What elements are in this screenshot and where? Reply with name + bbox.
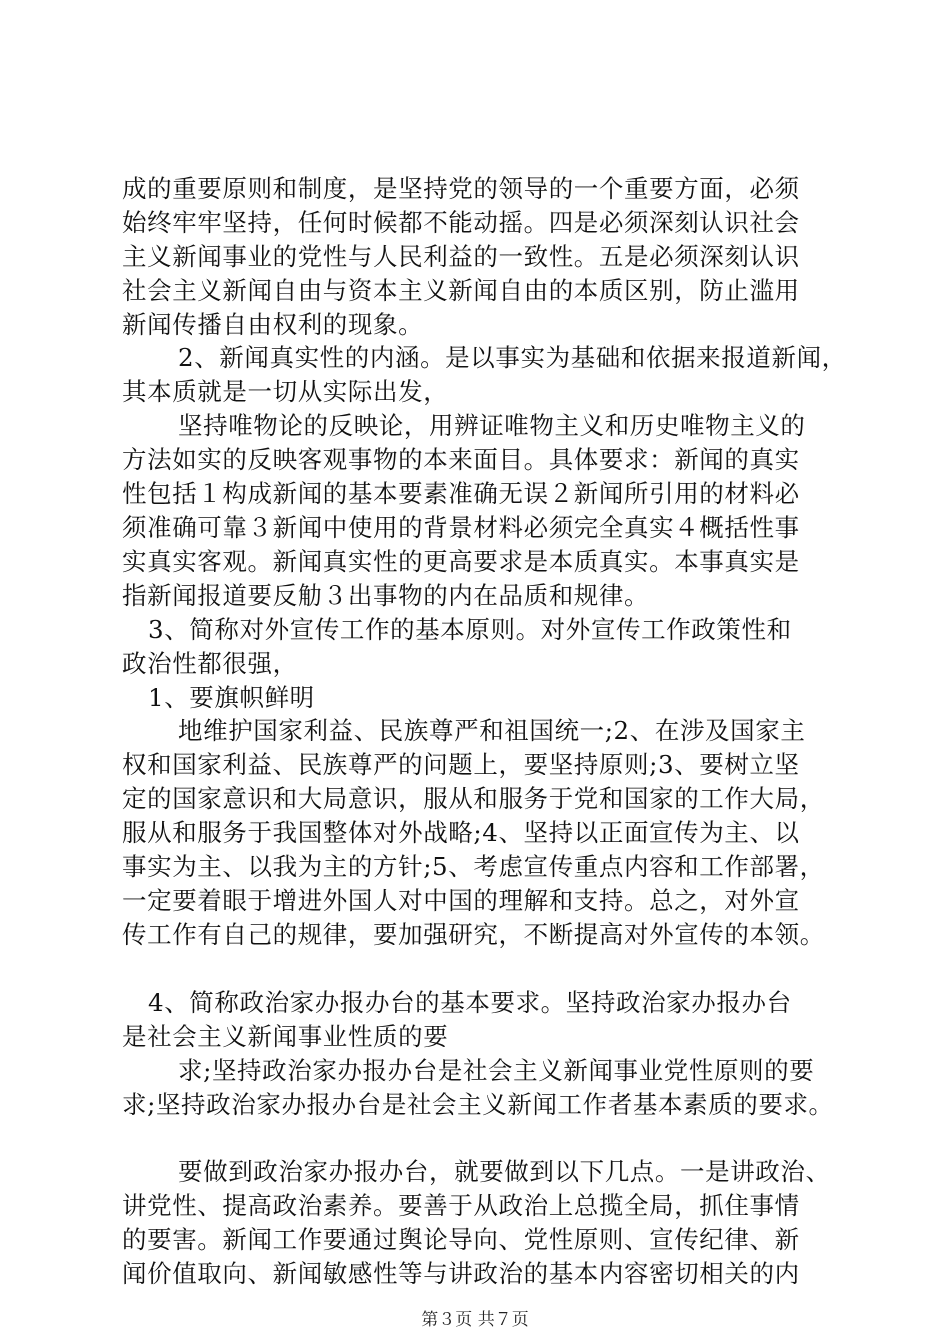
text-line: 主义新闻事业的党性与人民利益的一致性。五是必须深刻认识: [122, 242, 800, 271]
text-line: 是社会主义新闻事业性质的要: [122, 1022, 449, 1051]
text-line: 1、要旗帜鲜明: [148, 683, 315, 712]
text-line: 求;坚持政治家办报办台是社会主义新闻事业党性原则的要: [178, 1056, 815, 1085]
text-line: 求;坚持政治家办报办台是社会主义新闻工作者基本素质的要求。: [122, 1090, 834, 1119]
text-line: 实真实客观。新闻真实性的更高要求是本质真实。本事真实是: [122, 547, 800, 576]
text-line: 成的重要原则和制度，是坚持党的领导的一个重要方面，必须: [122, 174, 800, 203]
text-line: 事实为主、以我为主的方针;5、考虑宣传重点内容和工作部署，: [122, 852, 825, 881]
page-number: 第３页 共７页: [421, 1310, 529, 1330]
text-line: 权和国家利益、民族尊严的问题上，要坚持原则;3、要树立坚: [122, 750, 800, 779]
text-line: 新闻传播自由权利的现象。: [122, 310, 424, 339]
text-line: 须准确可靠３新闻中使用的背景材料必须完全真实４概括性事: [122, 513, 800, 542]
text-line: 性包括１构成新闻的基本要素准确无误２新闻所引用的材料必: [122, 479, 800, 508]
text-line: 服从和服务于我国整体对外战略;4、坚持以正面宣传为主、以: [122, 818, 800, 847]
text-line: 的要害。新闻工作要通过舆论导向、党性原则、宣传纪律、新: [122, 1225, 800, 1254]
text-line: 地维护国家利益、民族尊严和祖国统一;2、在涉及国家主: [178, 716, 806, 745]
text-line: 传工作有自己的规律，要加强研究，不断提高对外宣传的本领。: [122, 920, 825, 949]
text-line: 指新闻报道要反觔３出事物的内在品质和规律。: [122, 581, 650, 610]
text-line: 3、简称对外宣传工作的基本原则。对外宣传工作政策性和: [148, 615, 792, 644]
text-line: 方法如实的反映客观事物的本来面目。具体要求：新闻的真实: [122, 445, 800, 474]
text-line: 要做到政治家办报办台，就要做到以下几点。一是讲政治、: [178, 1157, 831, 1186]
text-line: 闻价值取向、新闻敏感性等与讲政治的基本内容密切相关的内: [122, 1259, 800, 1288]
text-line: 4、简称政治家办报办台的基本要求。坚持政治家办报办台: [148, 988, 792, 1017]
text-line: 讲党性、提高政治素养。要善于从政治上总揽全局，抓住事情: [122, 1191, 800, 1220]
text-line: 2、新闻真实性的内涵。是以事实为基础和依据来报道新闻，: [178, 343, 847, 372]
text-line: 其本质就是一切从实际出发，: [122, 377, 449, 406]
text-line: 坚持唯物论的反映论，用辨证唯物主义和历史唯物主义的: [178, 411, 806, 440]
text-line: 一定要着眼于增进外国人对中国的理解和支持。总之，对外宣: [122, 886, 800, 915]
text-line: 政治性都很强，: [122, 649, 298, 678]
text-line: 始终牢牢坚持，任何时候都不能动摇。四是必须深刻认识社会: [122, 208, 800, 237]
text-line: 社会主义新闻自由与资本主义新闻自由的本质区别，防止滥用: [122, 276, 800, 305]
text-line: 定的国家意识和大局意识，服从和服务于党和国家的工作大局，: [122, 784, 825, 813]
